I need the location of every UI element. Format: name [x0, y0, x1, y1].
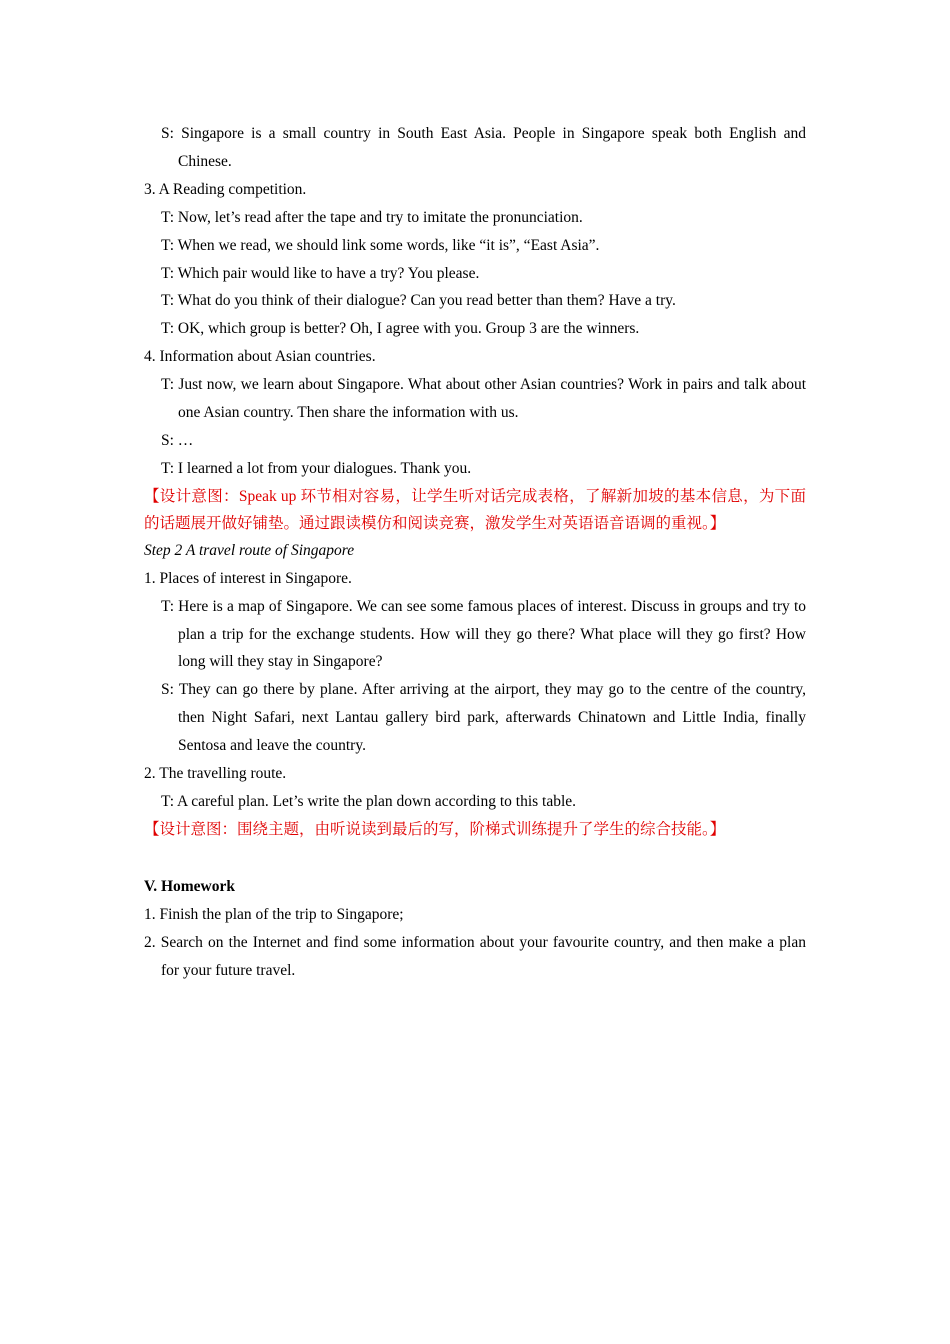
teacher-line-thanks: T: I learned a lot from your dialogues. Thank you.	[161, 459, 472, 477]
design-note-2: 【设计意图：围绕主题，由听说读到最后的写，阶梯式训练提升了学生的综合技能。】	[144, 820, 726, 838]
teacher-line: T: When we read, we should link some words, like “it is”, “East Asia”.	[161, 236, 600, 254]
step-2-title: Step 2 A travel route of Singapore	[144, 541, 355, 559]
teacher-line: T: Now, let’s read after the tape and try to imitate the pronunciation.	[161, 208, 583, 226]
design-note-1: 【设计意图：Speak up 环节相对容易，让学生听对话完成表格，了解新加坡的基本信息，为下面的话题展开做好铺垫。通过跟读模仿和阅读竞赛，激发学生对英语语音语调的重视。】	[144, 487, 806, 532]
section-3-title: 3. A Reading competition.	[144, 180, 307, 198]
student-line: S: …	[161, 431, 194, 449]
homework-item-2: 2. Search on the Internet and find some information about your favourite country, and then make a plan for your future travel.	[144, 933, 806, 979]
teacher-line-plan: T: A careful plan. Let’s write the plan down according to this table.	[161, 792, 577, 810]
student-line-singapore: S: Singapore is a small country in South East Asia. People in Singapore speak both English and Chinese.	[161, 125, 806, 170]
teacher-line-map: T: Here is a map of Singapore. We can see some famous places of interest. Discuss in groups and try to plan a trip for the exchange students. How will they go there? What place will they go first? How long will they stay in Singapore?	[161, 597, 806, 671]
homework-item-1: 1. Finish the plan of the trip to Singapore;	[144, 905, 404, 923]
places-title: 1. Places of interest in Singapore.	[144, 569, 352, 587]
section-4-title: 4. Information about Asian countries.	[144, 348, 376, 366]
route-title: 2. The travelling route.	[144, 765, 287, 783]
teacher-line-asian-countries: T: Just now, we learn about Singapore. What about other Asian countries? Work in pairs and talk about one Asian country. Then share the information with us.	[161, 376, 806, 422]
teacher-line: T: OK, which group is better? Oh, I agree with you. Group 3 are the winners.	[161, 320, 640, 338]
homework-title: V. Homework	[144, 877, 235, 895]
teacher-line: T: What do you think of their dialogue? Can you read better than them? Have a try.	[161, 292, 676, 310]
teacher-line: T: Which pair would like to have a try? You please.	[161, 264, 480, 282]
spacer	[144, 843, 806, 873]
document-body	[144, 120, 806, 984]
student-line-route: S: They can go there by plane. After arriving at the airport, they may go to the centre of the country, then Night Safari, next Lantau gallery bird park, afterwards Chinatown and Little India, finally Sentosa and leave the country.	[161, 681, 806, 755]
